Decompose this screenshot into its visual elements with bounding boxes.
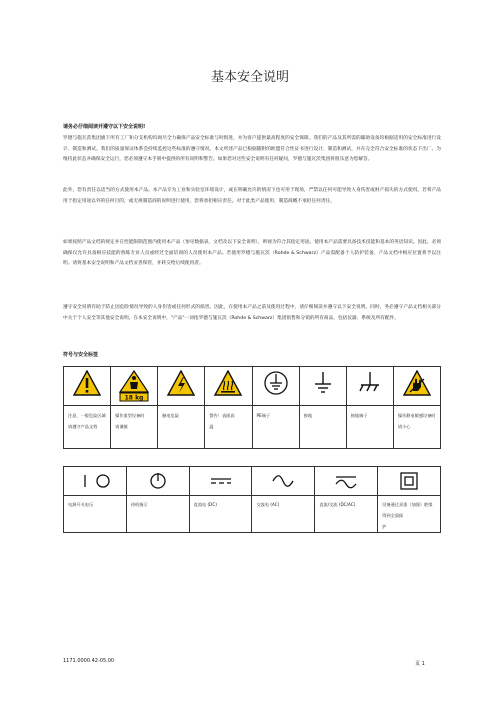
document-number: 1171.0000.42-05.00: [63, 658, 115, 664]
symbol-label: 设备通过双重（加强）绝缘得到全面保 护: [378, 496, 441, 533]
symbol-label: 交流电 (AC): [252, 496, 315, 533]
symbol-label: 电源开关电压: [64, 496, 127, 533]
symbol-cell-ac: [252, 467, 315, 496]
paragraph-1: 罗德与施瓦茨集团旗下所有工厂和分支机构均竭尽全力确保产品安全标准与时俱进，并为客户提供最高程度的安全保障。我们的产品及其所需的辅助设备均根据适用的安全标准进行设计、制造和测试。我们的质量保证体系会持续监控这些标准的遵守情况。本文所述产品已根据随附的欧盟符合性证书进行设计、制造和测试，并在完全符合安全标准的状态下出厂。为维持此状态并确保安全运行，您必须遵守本手册中提供的所有说明和警告。如果您对这些安全说明有任何疑问，罗德与施瓦茨集团将很乐意为您解答。: [63, 136, 441, 163]
heavy-weight-icon: [119, 370, 149, 402]
page-number: 页 1: [415, 661, 425, 667]
symbols-table-1: [63, 366, 441, 449]
page-title: 基本安全说明: [210, 70, 289, 85]
symbol-label: 注意，一般危险区域 请遵守产品文档: [64, 406, 111, 449]
symbol-label: PE端子: [252, 406, 299, 449]
paragraph-3: 如果按照产品文档的规定并在性能限制范围内使用本产品（参见数据表、文档及以下安全说明），则视为符合其指定用途。使用本产品需要具备技术技能和基本的英语知识。因此，必须确保仅允许具备相应技能的熟练专业人员或经过全面培训的人员使用本产品。若使用罗德与施瓦茨（Rohde & Schwarz）产品需配备个人防护装备，产品文档中相应位置将予以注明。请将基本安全说明和产品文档妥善保管，并转交给后续使用者。: [63, 240, 441, 267]
section-heading-symbols: 符号与安全标签: [63, 352, 99, 358]
symbol-cell-dc-ac: [315, 467, 378, 496]
chassis-ground-icon: [357, 370, 383, 396]
symbols-row-labels: [64, 406, 441, 449]
standby-icon: [148, 472, 168, 490]
symbol-label: 直流电 (DC): [189, 496, 252, 533]
symbol-cell-double-insulation: [378, 467, 441, 496]
symbol-cell-dc: [189, 467, 252, 496]
symbols-table-2: [63, 466, 441, 533]
symbol-cell-heavy: [111, 367, 158, 406]
symbol-cell-shock: [158, 367, 205, 406]
symbol-cell-standby: [126, 467, 189, 496]
direct-current-icon: [208, 472, 234, 490]
symbol-label: 待机指示: [126, 496, 189, 533]
symbol-label: 操作静电敏感设备时 请小心: [393, 406, 440, 449]
paragraph-2: 此外，您有责任以适当的方式使用本产品。本产品专为工业和实验室环境设计，或在明确允许的情况下也可用于现场，严禁以任何可能导致人身伤害或财产损失的方式使用。若将产品用于指定用途以外的任何目的，或无视制造商的说明进行使用，您将承担相应责任。对于此类产品使用，制造商概不承担任何责任。: [63, 188, 441, 204]
warning-exclamation-icon: [73, 370, 101, 396]
symbol-cell-ground-terminal: [346, 367, 393, 406]
esd-sensitive-icon: [403, 370, 431, 396]
symbol-cell-hot-surface: [205, 367, 252, 406]
symbol-label: 直流/交流 (DC/AC): [315, 496, 378, 533]
double-insulation-icon: [399, 472, 419, 490]
symbol-cell-pe: [252, 367, 299, 406]
symbol-label: 触电危险: [158, 406, 205, 449]
ground-icon: [310, 370, 336, 396]
electric-shock-icon: [167, 370, 195, 396]
section-heading-instructions: 请务必仔细阅读并遵守以下安全说明!: [63, 124, 146, 130]
symbol-label: 接地: [299, 406, 346, 449]
hot-surface-icon: [214, 370, 242, 396]
dc-ac-icon: [333, 472, 359, 490]
protective-earth-icon: [263, 370, 289, 396]
symbol-label: 警告！表面高 温: [205, 406, 252, 449]
alternating-current-icon: [270, 472, 296, 490]
symbol-cell-esd: [393, 367, 440, 406]
symbols-row-icons: [64, 367, 441, 406]
power-on-off-icon: [75, 472, 115, 490]
paragraph-4: 遵守安全说明有助于防止因危险情况导致的人身伤害或任何形式的损害。因此，在使用本产品之前及使用过程中，请仔细阅读并遵守以下安全说明。同时，务必遵守产品文档相关部分中关于个人安全等其他安全说明。在本安全说明中，"产品"一词指罗德与施瓦茨（Rohde & Schwarz）集团销售和分销的所有商品，包括仪器、系统及所有配件。: [63, 305, 441, 321]
symbols-row-labels-2: [64, 496, 441, 533]
weight-label: 18 kg: [124, 394, 144, 402]
symbol-cell-power-switch: [64, 467, 127, 496]
symbol-cell-general-danger: [64, 367, 111, 406]
symbol-label: 操作重型设备时 请谨慎: [111, 406, 158, 449]
symbol-label: 接地端子: [346, 406, 393, 449]
symbol-cell-ground: [299, 367, 346, 406]
symbols-row-icons-2: [64, 467, 441, 496]
